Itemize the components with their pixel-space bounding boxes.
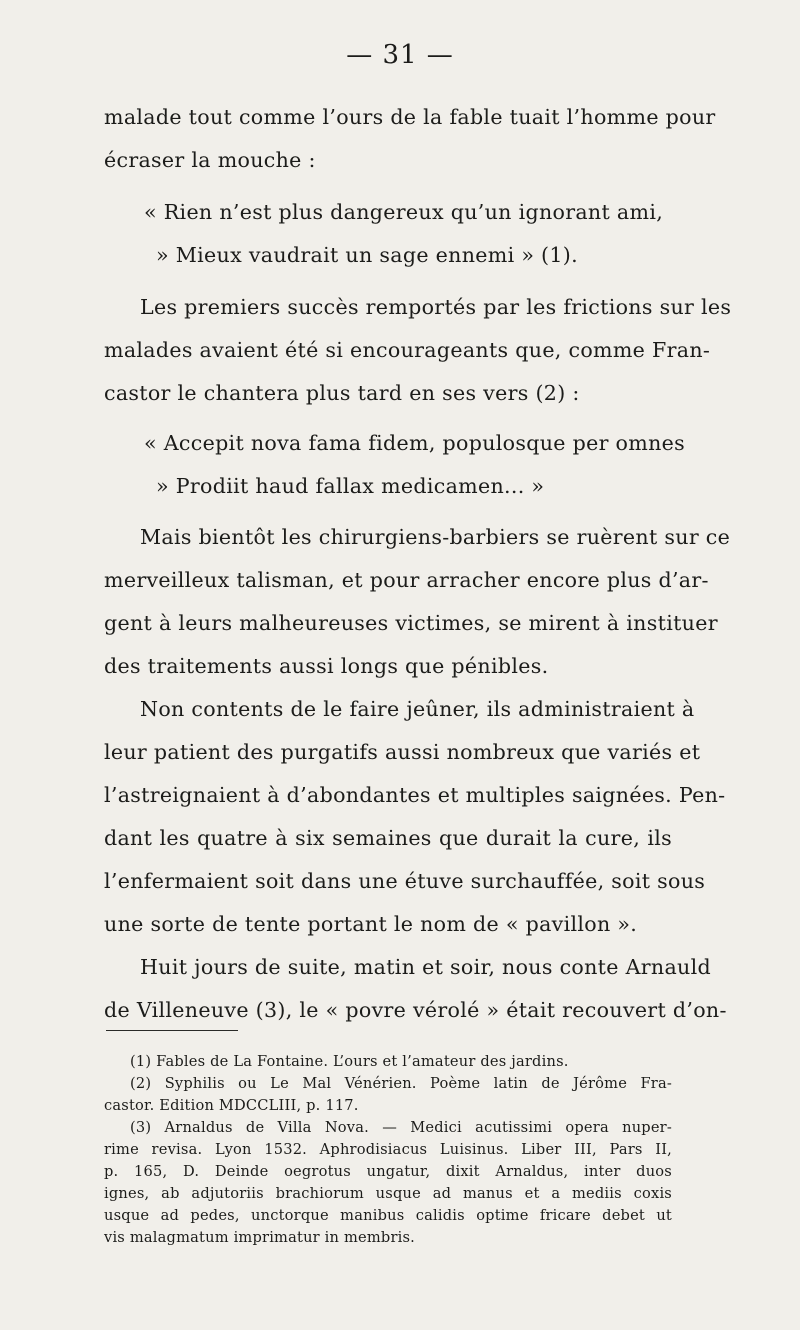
page-number: — 31 — <box>346 40 454 70</box>
text-line: Huit jours de suite, matin et soir, nous conte Arnauld <box>140 955 711 979</box>
footnote-line: (1) Fables de La Fontaine. L’ours et l’amateur des jardins. <box>130 1053 569 1070</box>
text-line: gent à leurs malheureuses victimes, se mirent à instituer <box>104 611 718 635</box>
text-line: écraser la mouche : <box>104 148 316 172</box>
footnote-line: castor. Edition MDCCLIII, p. 117. <box>104 1097 359 1114</box>
text-line: castor le chantera plus tard en ses vers (2) : <box>104 381 580 405</box>
footnote-line: rime revisa. Lyon 1532. Aphrodisiacus Luisinus. Liber III, Pars II, <box>104 1141 672 1158</box>
text-line: l’astreignaient à d’abondantes et multiples saignées. Pen- <box>104 783 726 807</box>
text-line: Les premiers succès remportés par les frictions sur les <box>140 295 732 319</box>
footnote-line: vis malagmatum imprimatur in membris. <box>104 1229 416 1246</box>
footnote-line: (2) Syphilis ou Le Mal Vénérien. Poème latin de Jérôme Fra- <box>130 1075 672 1092</box>
text-line: Mais bientôt les chirurgiens-barbiers se ruèrent sur ce <box>140 525 731 549</box>
footnote-line: ignes, ab adjutoriis brachiorum usque ad manus et a mediis coxis <box>104 1185 672 1202</box>
text-line: des traitements aussi longs que pénibles. <box>104 654 549 678</box>
text-line: malade tout comme l’ours de la fable tuait l’homme pour <box>104 105 716 129</box>
footnote-separator <box>106 1030 238 1031</box>
text-line: Non contents de le faire jeûner, ils administraient à <box>140 697 695 721</box>
footnote-line: usque ad pedes, unctorque manibus calidis optime fricare debet ut <box>104 1207 672 1224</box>
verse-line: « Rien n’est plus dangereux qu’un ignorant ami, <box>144 200 664 224</box>
verse-line: » Prodiit haud fallax medicamen... » <box>156 474 545 498</box>
text-line: dant les quatre à six semaines que durait la cure, ils <box>104 826 672 850</box>
text-line: l’enfermaient soit dans une étuve surchauffée, soit sous <box>104 869 706 893</box>
text-line: merveilleux talisman, et pour arracher encore plus d’ar- <box>104 568 709 592</box>
text-line: une sorte de tente portant le nom de « pavillon ». <box>104 912 638 936</box>
text-line: malades avaient été si encourageants que, comme Fran- <box>104 338 711 362</box>
text-line: leur patient des purgatifs aussi nombreux que variés et <box>104 740 701 764</box>
footnote-line: p. 165, D. Deinde oegrotus ungatur, dixit Arnaldus, inter duos <box>104 1163 672 1180</box>
verse-line: « Accepit nova fama fidem, populosque per omnes <box>144 431 685 455</box>
verse-line: » Mieux vaudrait un sage ennemi » (1). <box>156 243 578 267</box>
footnote-line: (3) Arnaldus de Villa Nova. — Medici acutissimi opera nuper- <box>130 1119 672 1136</box>
text-line: de Villeneuve (3), le « povre vérolé » était recouvert d’on- <box>104 998 727 1022</box>
